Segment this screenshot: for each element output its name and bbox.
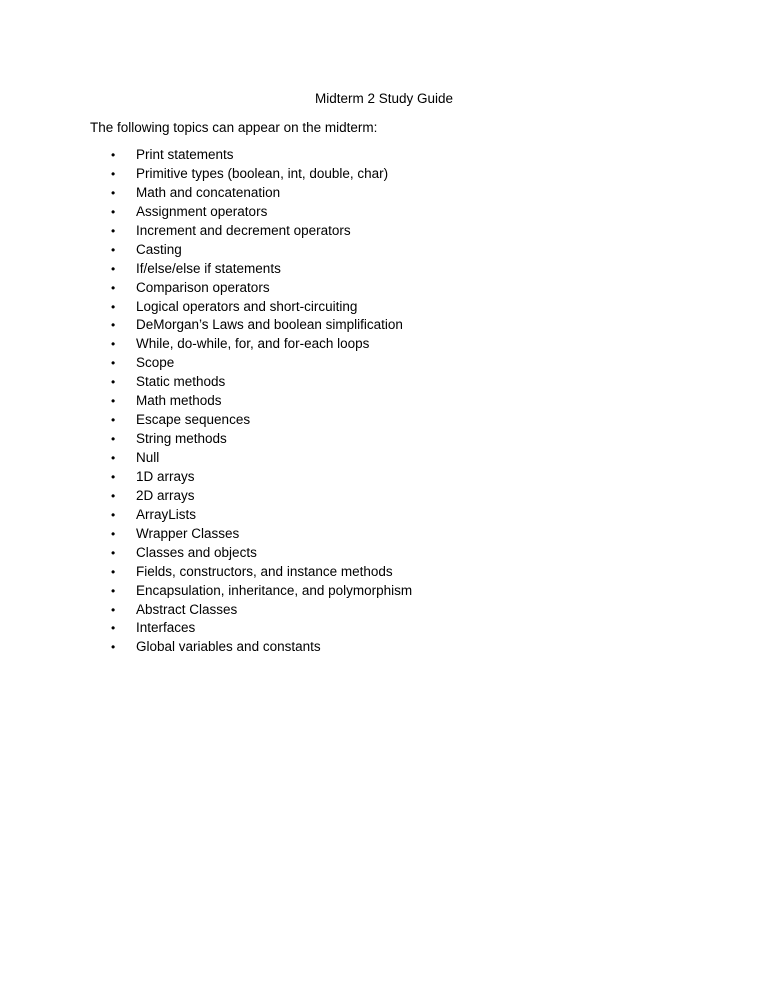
bullet-icon: •	[111, 526, 116, 541]
bullet-icon: •	[111, 621, 116, 636]
topic-label: Scope	[136, 355, 175, 371]
topic-label: DeMorgan’s Laws and boolean simplification	[136, 317, 403, 333]
topic-label: Wrapper Classes	[136, 525, 240, 541]
topic-label: Fields, constructors, and instance methods	[136, 563, 393, 579]
bullet-icon: •	[111, 583, 116, 598]
topic-label: String methods	[136, 431, 227, 447]
bullet-icon: •	[111, 185, 116, 200]
bullet-icon: •	[111, 261, 116, 276]
bullet-icon: •	[111, 223, 116, 238]
bullet-icon: •	[111, 375, 116, 390]
topic-label: Static methods	[136, 374, 226, 390]
topic-label: 1D arrays	[136, 468, 195, 484]
topic-label: Comparison operators	[136, 279, 270, 295]
bullet-icon: •	[111, 507, 116, 522]
bullet-icon: •	[111, 356, 116, 371]
topic-label: Interfaces	[136, 620, 196, 636]
bullet-icon: •	[111, 469, 116, 484]
bullet-icon: •	[111, 148, 116, 162]
bullet-icon: •	[111, 602, 116, 617]
bullet-icon: •	[111, 640, 116, 655]
topic-label: Logical operators and short-circuiting	[136, 298, 358, 314]
topic-label: While, do-while, for, and for-each loops	[136, 336, 370, 352]
bullet-icon: •	[111, 451, 116, 465]
bullet-icon: •	[111, 242, 116, 257]
bullet-icon: •	[111, 488, 116, 503]
topic-label: Math methods	[136, 393, 222, 409]
bullet-icon: •	[111, 204, 116, 219]
page-title: Midterm 2 Study Guide	[314, 91, 454, 106]
intro-text: The following topics can appear on the midterm:	[90, 120, 378, 135]
topic-label: Encapsulation, inheritance, and polymorphism	[136, 582, 413, 598]
bullet-icon: •	[111, 318, 116, 333]
topic-label: Casting	[136, 241, 182, 257]
topic-label: Increment and decrement operators	[136, 222, 351, 238]
topic-label: Classes and objects	[136, 544, 257, 560]
topic-label: Abstract Classes	[136, 601, 238, 617]
topic-label: Null	[136, 450, 160, 465]
bullet-icon: •	[111, 299, 116, 314]
bullet-icon: •	[111, 564, 116, 579]
topic-label: Math and concatenation	[136, 184, 281, 200]
bullet-icon: •	[111, 280, 116, 295]
topic-label: ArrayLists	[136, 506, 197, 522]
topic-label: Assignment operators	[136, 203, 268, 219]
bullet-icon: •	[111, 337, 116, 352]
bullet-icon: •	[111, 413, 116, 428]
topic-label: Escape sequences	[136, 412, 251, 428]
topic-label: Print statements	[136, 147, 234, 162]
topic-label: 2D arrays	[136, 487, 195, 503]
bullet-icon: •	[111, 432, 116, 447]
bullet-icon: •	[111, 166, 116, 181]
topic-label: Primitive types (boolean, int, double, char)	[136, 165, 389, 181]
bullet-icon: •	[111, 545, 116, 560]
bullet-icon: •	[111, 394, 116, 409]
topic-label: Global variables and constants	[136, 639, 321, 655]
topic-label: If/else/else if statements	[136, 260, 281, 276]
